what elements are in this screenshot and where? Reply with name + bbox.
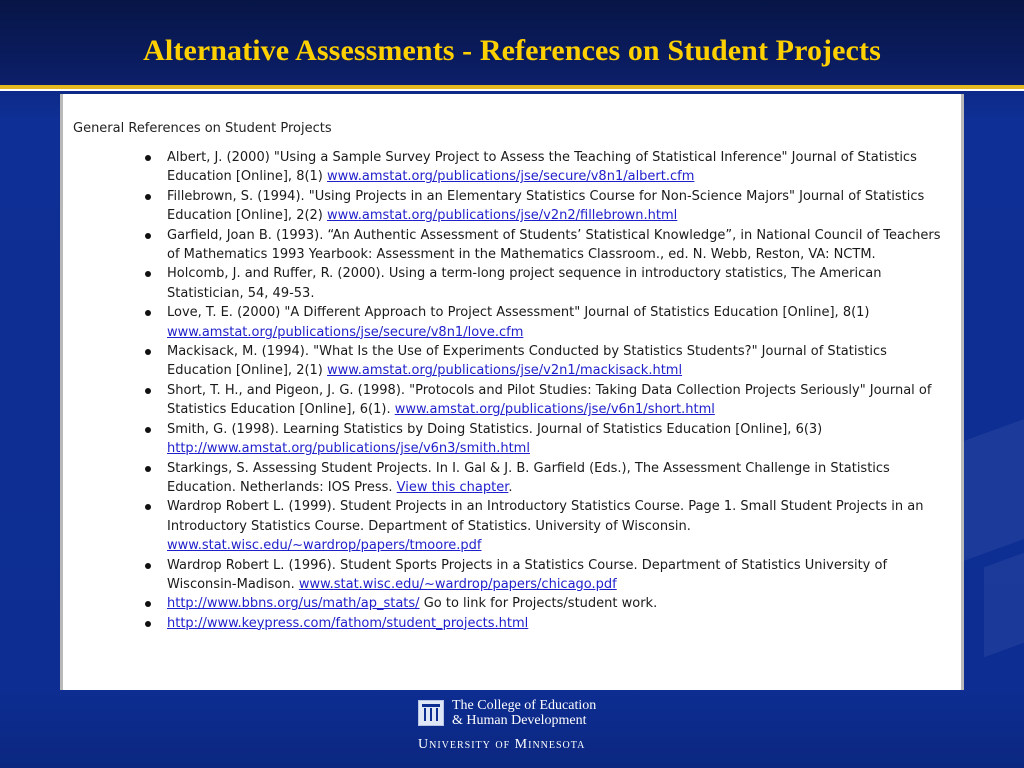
reference-link[interactable]: www.amstat.org/publications/jse/secure/v8n1/albert.cfm xyxy=(327,169,695,185)
reference-item xyxy=(143,226,951,265)
reference-item xyxy=(143,497,951,555)
reference-link[interactable]: www.stat.wisc.edu/~wardrop/papers/chicago.pdf xyxy=(298,576,617,592)
reference-item xyxy=(143,303,951,342)
references-panel xyxy=(60,94,964,690)
reference-text: Fillebrown, S. (1994). "Using Projects in an Elementary Statistics Course for Non-Science Majors" Journal of Statistics Education [Online], 2(2) xyxy=(167,188,925,224)
reference-trailing-text: Go to link for Projects/student work. xyxy=(419,596,658,612)
title-bar xyxy=(0,0,1024,86)
reference-item xyxy=(143,342,951,381)
reference-text: Wardrop Robert L. (1999). Student Projects in an Introductory Statistics Course. Page 1. Small Student Projects in an Introductory Statistics Course. Department of Statistics. University of Wisconsin. xyxy=(167,499,924,534)
background-streak xyxy=(984,553,1024,658)
reference-item xyxy=(143,420,951,459)
reference-item xyxy=(143,614,951,633)
reference-link[interactable]: www.amstat.org/publications/jse/v2n2/fillebrown.html xyxy=(327,208,678,224)
reference-link[interactable]: www.stat.wisc.edu/~wardrop/papers/tmoore.pdf xyxy=(167,538,482,554)
reference-text: Mackisack, M. (1994). "What Is the Use of Experiments Conducted by Statistics Students?" Journal of Statistics Education [Online], 2(1) xyxy=(167,344,887,379)
reference-link[interactable]: http://www.keypress.com/fathom/student_projects.html xyxy=(167,615,529,631)
references-list xyxy=(143,148,951,633)
university-name: University of Minnesota xyxy=(418,737,586,752)
reference-trailing-text: . xyxy=(508,479,513,495)
reference-item xyxy=(143,556,951,595)
college-name-line1: The College of Education xyxy=(452,698,597,713)
white-divider xyxy=(0,89,1024,91)
college-name xyxy=(452,698,596,728)
reference-text: Love, T. E. (2000) "A Different Approach to Project Assessment" Journal of Statistics Education [Online], 8(1) xyxy=(167,305,870,321)
reference-item xyxy=(143,459,951,498)
reference-item xyxy=(143,594,951,613)
reference-link[interactable]: http://www.bbns.org/us/math/ap_stats/ xyxy=(167,596,420,612)
reference-link[interactable]: www.amstat.org/publications/jse/v6n1/short.html xyxy=(394,402,715,418)
background-streak xyxy=(964,419,1024,561)
reference-text: Wardrop Robert L. (1996). Student Sports Projects in a Statistics Course. Department of Statistics University of Wisconsin-Madison. xyxy=(167,557,888,592)
reference-text: Short, T. H., and Pigeon, J. G. (1998). "Protocols and Pilot Studies: Taking Data Collection Projects Seriously" Journal of Statistics Education [Online], 6(1). xyxy=(167,382,932,418)
slide-title: Alternative Assessments - References on Student Projects xyxy=(143,34,881,67)
reference-item xyxy=(143,381,951,420)
building-columns-icon xyxy=(418,700,444,726)
reference-item xyxy=(143,187,951,226)
reference-item xyxy=(143,264,951,303)
reference-text: Holcomb, J. and Ruffer, R. (2000). Using a term-long project sequence in introductory statistics, The American Statistician, 54, 49-53. xyxy=(167,266,882,301)
reference-link[interactable]: http://www.amstat.org/publications/jse/v6n3/smith.html xyxy=(167,441,530,457)
reference-text: Albert, J. (2000) "Using a Sample Survey Project to Assess the Teaching of Statistical Inference" Journal of Statistics Education [Online], 8(1) xyxy=(167,150,917,185)
reference-text: Smith, G. (1998). Learning Statistics by Doing Statistics. Journal of Statistics Education [Online], 6(3) xyxy=(167,421,823,437)
reference-link[interactable]: www.amstat.org/publications/jse/v2n1/mackisack.html xyxy=(327,363,683,379)
panel-heading: General References on Student Projects xyxy=(73,121,332,136)
reference-text: Starkings, S. Assessing Student Projects. In I. Gal & J. B. Garfield (Eds.), The Assessment Challenge in Statistics Education. Netherlands: IOS Press. xyxy=(167,460,890,495)
reference-item xyxy=(143,148,951,187)
reference-text: Garfield, Joan B. (1993). “An Authentic Assessment of Students’ Statistical Knowledge”, in National Council of Teachers of Mathematics 1993 Yearbook: Assessment in the Mathematics Classroom., ed. N. Webb, Reston, VA: NCTM. xyxy=(167,227,941,263)
reference-link[interactable]: View this chapter xyxy=(396,479,509,495)
reference-link[interactable]: www.amstat.org/publications/jse/secure/v8n1/love.cfm xyxy=(167,324,524,340)
college-name-line2: & Human Development xyxy=(452,713,587,728)
